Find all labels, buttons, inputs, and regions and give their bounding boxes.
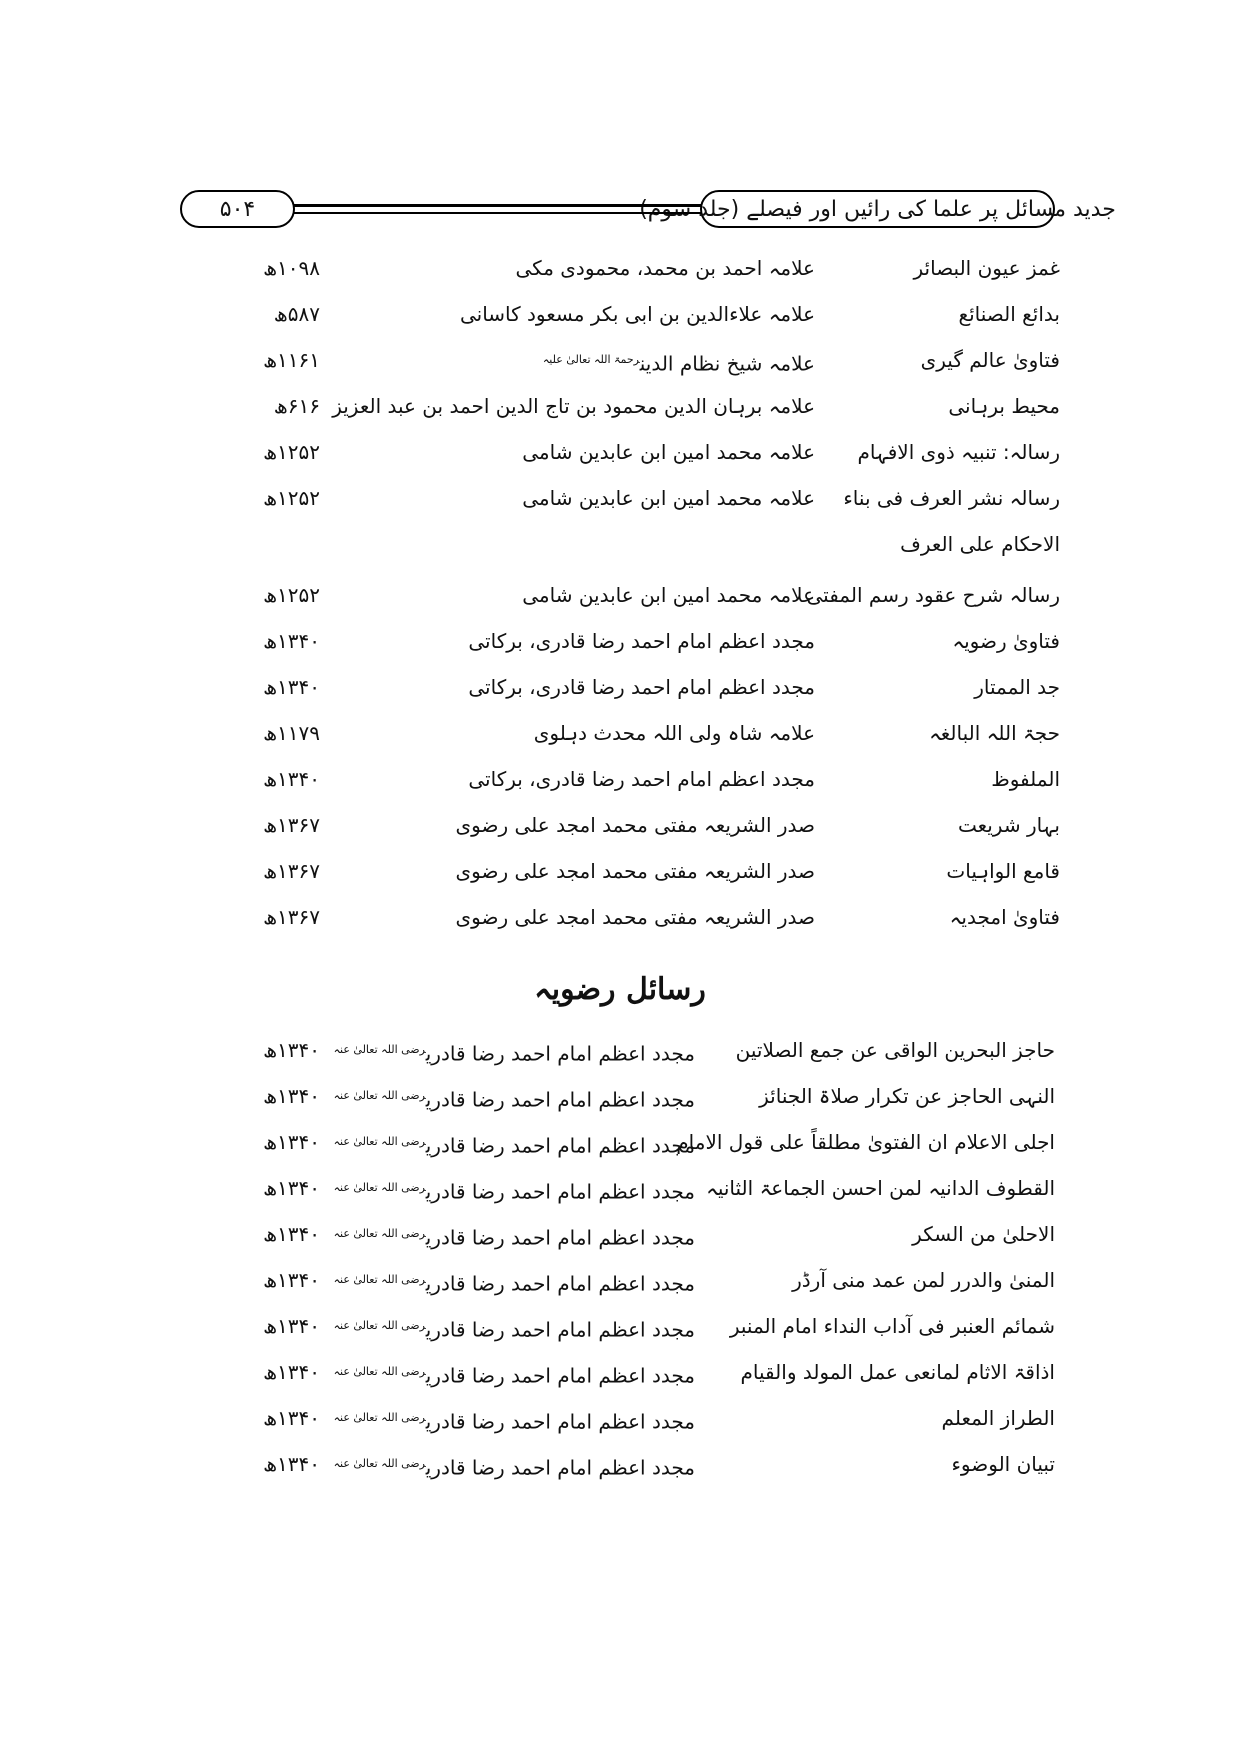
risala-title: الطراز المعلم <box>941 1406 1055 1430</box>
author-text: مجدد اعظم امام احمد رضا قادری <box>425 1179 695 1204</box>
author-name <box>333 1398 695 1442</box>
death-year: ۱۳۴۰ھ <box>263 1084 320 1108</box>
author-text: صدر الشریعہ مفتی محمد امجد علی رضوی <box>455 859 815 883</box>
book-name: فتاویٰ امجدیہ <box>949 905 1060 929</box>
author-name <box>355 897 815 937</box>
author-name <box>355 713 815 753</box>
author-name <box>355 248 815 288</box>
death-year: ۱۲۵۲ھ <box>263 486 320 510</box>
book-name: محیط برہانی <box>948 394 1060 418</box>
author-name <box>355 759 815 799</box>
author-text: مجدد اعظم امام احمد رضا قادری <box>425 1409 695 1434</box>
book-name: جد الممتار <box>974 675 1060 699</box>
death-year: ۱۳۴۰ھ <box>263 1314 320 1338</box>
book-name: رسالہ نشر العرف فی بناء <box>843 486 1060 510</box>
book-name: بہار شریعت <box>957 813 1060 837</box>
author-name <box>355 667 815 707</box>
header-rule <box>293 204 702 214</box>
book-name: الاحکام علی العرف <box>900 532 1060 556</box>
author-text: مجدد اعظم امام احمد رضا قادری <box>425 1363 695 1388</box>
section-title: رسائل رضویہ <box>534 972 706 1007</box>
risala-row <box>240 1260 1055 1300</box>
death-year: ۱۳۴۰ھ <box>263 1130 320 1154</box>
author-name <box>333 1214 695 1258</box>
risala-title: اذاقۃ الاثام لمانعی عمل المولد والقیام <box>740 1360 1055 1384</box>
author-text: علامہ احمد بن محمد، محمودی مکی <box>515 256 815 280</box>
book-name: قامع الواہیات <box>946 859 1060 883</box>
author-text: مجدد اعظم امام احمد رضا قادری <box>425 1225 695 1250</box>
author-text: علامہ برہان الدین محمود بن تاج الدین احمد بن عبد العزیز <box>332 394 815 418</box>
source-row <box>230 805 1060 845</box>
honorific-mark: رحمۃ اللہ تعالیٰ علیہ <box>542 353 640 366</box>
honorific-mark: رضی اللہ تعالیٰ عنہ <box>333 1411 426 1424</box>
death-year: ۱۳۴۰ھ <box>263 1268 320 1292</box>
death-year: ۱۳۶۷ھ <box>263 813 320 837</box>
risala-row <box>240 1168 1055 1208</box>
death-year: ۱۲۵۲ھ <box>263 583 320 607</box>
source-row <box>230 897 1060 937</box>
author-text: مجدد اعظم امام احمد رضا قادری <box>425 1317 695 1342</box>
book-name: بدائع الصنائع <box>958 302 1060 326</box>
book-name: غمز عیون البصائر <box>913 256 1060 280</box>
death-year: ۱۲۵۲ھ <box>263 440 320 464</box>
risala-row <box>240 1122 1055 1162</box>
author-text: صدر الشریعہ مفتی محمد امجد علی رضوی <box>455 905 815 929</box>
source-row <box>230 340 1060 380</box>
death-year: ۱۳۴۰ھ <box>263 629 320 653</box>
author-text: علامہ محمد امین ابن عابدین شامی <box>522 583 815 607</box>
risala-row <box>240 1444 1055 1484</box>
death-year: ۱۳۴۰ھ <box>263 675 320 699</box>
author-name <box>333 1076 695 1120</box>
risala-title: شمائم العنبر فی آداب النداء امام المنبر <box>729 1314 1055 1338</box>
risala-title: اجلی الاعلام ان الفتویٰ مطلقاً علی قول الامام <box>676 1130 1055 1154</box>
death-year: ۱۳۶۷ھ <box>263 905 320 929</box>
source-row <box>230 575 1060 615</box>
source-row <box>230 713 1060 753</box>
death-year: ۱۳۴۰ھ <box>263 1176 320 1200</box>
risala-row <box>240 1076 1055 1116</box>
source-row <box>230 386 1060 426</box>
author-text: علامہ محمد امین ابن عابدین شامی <box>522 440 815 464</box>
honorific-mark: رضی اللہ تعالیٰ عنہ <box>333 1273 426 1286</box>
author-name <box>355 340 815 384</box>
death-year: ۱۱۷۹ھ <box>263 721 320 745</box>
author-name <box>333 1306 695 1350</box>
risala-row <box>240 1398 1055 1438</box>
author-name <box>355 851 815 891</box>
risala-title: المنیٰ والدرر لمن عمد منی آرڈر <box>792 1268 1055 1292</box>
book-title: جدید مسائل پر علما کی رائیں اور فیصلے (جلد سوم) <box>700 190 1055 228</box>
source-row <box>230 524 1060 564</box>
author-name <box>333 1352 695 1396</box>
author-name <box>355 805 815 845</box>
author-text: مجدد اعظم امام احمد رضا قادری، برکاتی <box>468 767 815 791</box>
source-row <box>230 478 1060 518</box>
author-name <box>333 1122 695 1166</box>
death-year: ۱۳۴۰ھ <box>263 1406 320 1430</box>
death-year: ۱۳۴۰ھ <box>263 1452 320 1476</box>
honorific-mark: رضی اللہ تعالیٰ عنہ <box>333 1457 426 1470</box>
author-text: مجدد اعظم امام احمد رضا قادری <box>425 1041 695 1066</box>
author-name <box>355 432 815 472</box>
risala-row <box>240 1352 1055 1392</box>
death-year: ۱۰۹۸ھ <box>263 256 320 280</box>
death-year: ۱۳۴۰ھ <box>263 1222 320 1246</box>
death-year: ۱۳۴۰ھ <box>263 1360 320 1384</box>
page-number: ۵۰۴ <box>180 190 295 228</box>
author-name <box>333 1030 695 1074</box>
book-name: الملفوظ <box>991 767 1060 791</box>
honorific-mark: رضی اللہ تعالیٰ عنہ <box>333 1365 426 1378</box>
author-name <box>355 575 815 615</box>
author-name <box>355 621 815 661</box>
death-year: ۱۳۴۰ھ <box>263 767 320 791</box>
source-row <box>230 294 1060 334</box>
author-text: مجدد اعظم امام احمد رضا قادری <box>425 1455 695 1480</box>
death-year: ۵۸۷ھ <box>273 302 320 326</box>
source-row <box>230 432 1060 472</box>
author-text: مجدد اعظم امام احمد رضا قادری <box>425 1087 695 1112</box>
risala-row <box>240 1306 1055 1346</box>
death-year: ۱۳۶۷ھ <box>263 859 320 883</box>
source-row <box>230 621 1060 661</box>
author-text: مجدد اعظم امام احمد رضا قادری، برکاتی <box>468 629 815 653</box>
author-text: مجدد اعظم امام احمد رضا قادری <box>425 1133 695 1158</box>
risala-title: القطوف الدانیہ لمن احسن الجماعۃ الثانیہ <box>706 1176 1055 1200</box>
author-text: علامہ شاہ ولی اللہ محدث دہلوی <box>533 721 815 745</box>
honorific-mark: رضی اللہ تعالیٰ عنہ <box>333 1043 426 1056</box>
death-year: ۶۱۶ھ <box>273 394 320 418</box>
author-text: صدر الشریعہ مفتی محمد امجد علی رضوی <box>455 813 815 837</box>
source-row <box>230 248 1060 288</box>
honorific-mark: رضی اللہ تعالیٰ عنہ <box>333 1227 426 1240</box>
honorific-mark: رضی اللہ تعالیٰ عنہ <box>333 1319 426 1332</box>
author-name <box>355 294 815 334</box>
author-text: مجدد اعظم امام احمد رضا قادری، برکاتی <box>468 675 815 699</box>
author-text: مجدد اعظم امام احمد رضا قادری <box>425 1271 695 1296</box>
source-row <box>230 851 1060 891</box>
honorific-mark: رضی اللہ تعالیٰ عنہ <box>333 1089 426 1102</box>
book-name: رسالہ شرح عقود رسم المفتی <box>806 583 1060 607</box>
book-name: فتاویٰ عالم گیری <box>920 348 1060 372</box>
risala-title: تبیان الوضوء <box>951 1452 1055 1476</box>
book-name: فتاویٰ رضویہ <box>952 629 1060 653</box>
author-name <box>332 386 815 426</box>
author-name <box>333 1444 695 1488</box>
risala-title: الاحلیٰ من السکر <box>912 1222 1055 1246</box>
running-header <box>180 190 1116 230</box>
author-name <box>333 1260 695 1304</box>
death-year: ۱۳۴۰ھ <box>263 1038 320 1062</box>
author-name <box>333 1168 695 1212</box>
author-text: علامہ محمد امین ابن عابدین شامی <box>522 486 815 510</box>
honorific-mark: رضی اللہ تعالیٰ عنہ <box>333 1135 426 1148</box>
death-year: ۱۱۶۱ھ <box>263 348 320 372</box>
honorific-mark: رضی اللہ تعالیٰ عنہ <box>333 1181 426 1194</box>
risala-title: حاجز البحرین الواقی عن جمع الصلاتین <box>735 1038 1055 1062</box>
risala-title: النہی الحاجز عن تکرار صلاۃ الجنائز <box>759 1084 1055 1108</box>
source-row <box>230 667 1060 707</box>
author-text: علامہ شیخ نظام الدین <box>639 351 815 376</box>
risala-row <box>240 1030 1055 1070</box>
book-name: حجۃ اللہ البالغہ <box>929 721 1060 745</box>
author-text: علامہ علاءالدین بن ابی بکر مسعود کاسانی <box>459 302 815 326</box>
source-row <box>230 759 1060 799</box>
author-name <box>355 478 815 518</box>
book-name: رسالہ: تنبیہ ذوی الافہام <box>857 440 1060 464</box>
risala-row <box>240 1214 1055 1254</box>
